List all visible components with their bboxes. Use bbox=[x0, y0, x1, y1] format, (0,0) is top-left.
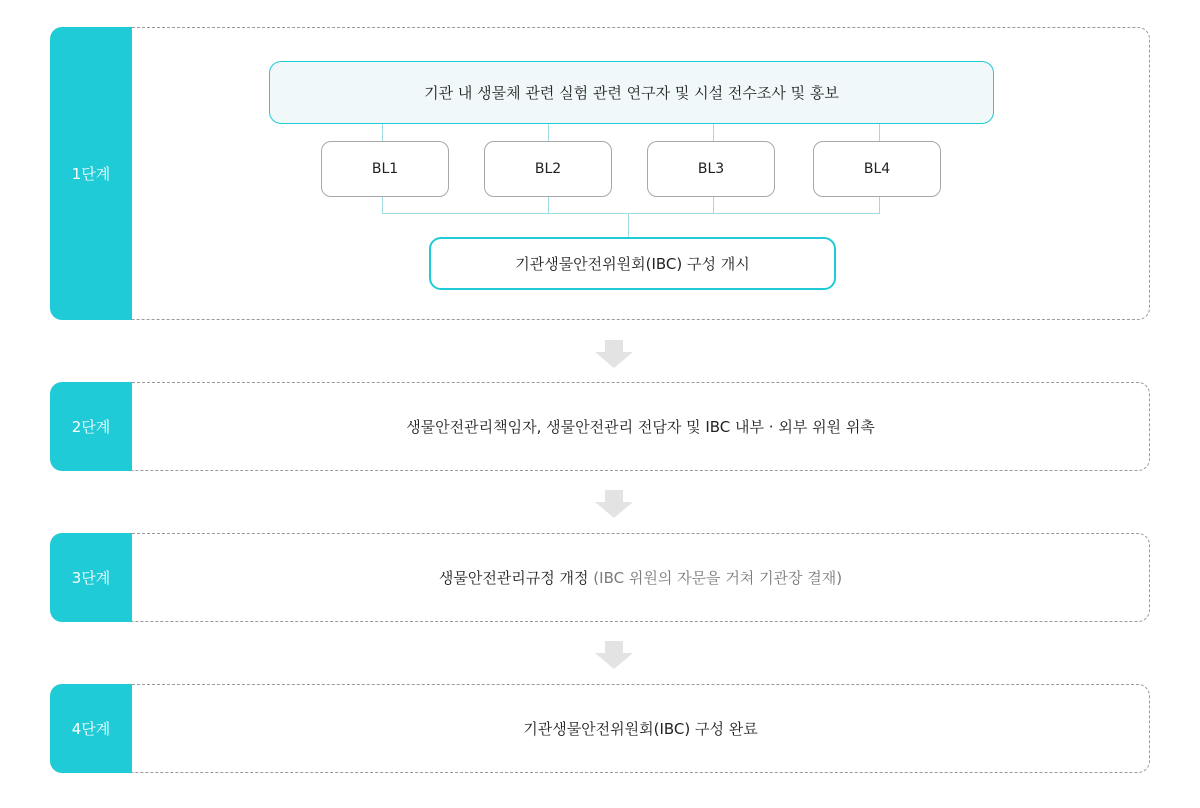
bl1-label: BL1 bbox=[371, 161, 399, 177]
bl3-label: BL3 bbox=[697, 161, 725, 177]
ibc-start-box bbox=[429, 237, 836, 290]
connector-line bbox=[382, 197, 383, 213]
bl1-box bbox=[321, 141, 449, 197]
connector-line bbox=[382, 124, 383, 141]
stage-3-box bbox=[132, 533, 1150, 622]
connector-line bbox=[879, 124, 880, 141]
stage-1-label: 1단계 bbox=[50, 27, 132, 320]
bl2-label: BL2 bbox=[534, 161, 562, 177]
connector-line bbox=[879, 197, 880, 213]
connector-line bbox=[382, 213, 880, 214]
bl3-box bbox=[647, 141, 775, 197]
connector-line bbox=[548, 197, 549, 213]
connector-line bbox=[628, 213, 629, 237]
survey-text: 기관 내 생물체 관련 실험 관련 연구자 및 시설 전수조사 및 홍보 bbox=[424, 84, 839, 102]
connector-line bbox=[713, 197, 714, 213]
connector-line bbox=[548, 124, 549, 141]
stage-2-box bbox=[132, 382, 1150, 471]
stage-3-label: 3단계 bbox=[50, 533, 132, 622]
stage-4-box bbox=[132, 684, 1150, 773]
down-arrow-icon bbox=[595, 340, 633, 368]
stage-4-text: 기관생물안전위원회(IBC) 구성 완료 bbox=[523, 720, 758, 738]
stage-3-text: 생물안전관리규정 개정 bbox=[438, 569, 589, 587]
survey-box bbox=[269, 61, 994, 124]
ibc-start-text: 기관생물안전위원회(IBC) 구성 개시 bbox=[515, 255, 750, 273]
bl2-box bbox=[484, 141, 612, 197]
bl4-label: BL4 bbox=[863, 161, 891, 177]
stage-2-label: 2단계 bbox=[50, 382, 132, 471]
stage-2-text: 생물안전관리책임자, 생물안전관리 전담자 및 IBC 내부 · 외부 위원 위촉 bbox=[406, 418, 875, 436]
stage-4-label: 4단계 bbox=[50, 684, 132, 773]
down-arrow-icon bbox=[595, 490, 633, 518]
bl4-box bbox=[813, 141, 941, 197]
down-arrow-icon bbox=[595, 641, 633, 669]
stage-3-note: (IBC 위원의 자문을 거쳐 기관장 결재) bbox=[593, 569, 843, 587]
connector-line bbox=[713, 124, 714, 141]
